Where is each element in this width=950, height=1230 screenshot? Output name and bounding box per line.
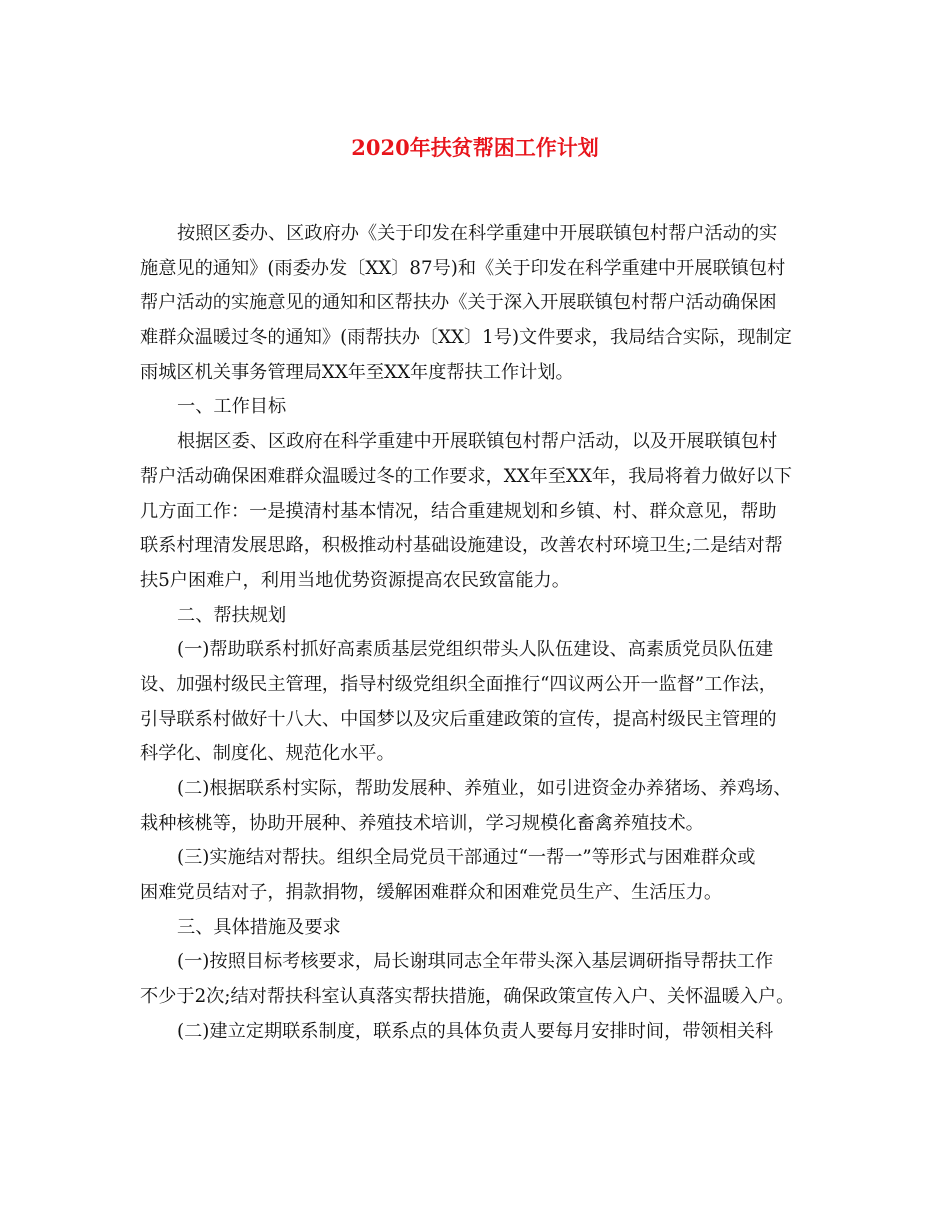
- body-line: (三)实施结对帮扶。组织全局党员干部通过“一帮一”等形式与困难群众或: [177, 847, 756, 869]
- body-line: 雨城区机关事务管理局XX年至XX年度帮扶工作计划。: [140, 361, 574, 383]
- body-line: 帮户活动确保困难群众温暖过冬的工作要求，XX年至XX年，我局将着力做好以下: [140, 465, 792, 487]
- body-line: 栽种核桃等，协助开展种、养殖技术培训，学习规模化畜禽养殖技术。: [140, 812, 704, 834]
- body-line: 三、具体措施及要求: [177, 916, 341, 938]
- body-line: (一)按照目标考核要求，局长谢琪同志全年带头深入基层调研指导帮扶工作: [177, 951, 774, 973]
- document-body: [140, 217, 820, 1050]
- body-line: 不少于2次;结对帮扶科室认真落实帮扶措施，确保政策宣传入户、关怀温暖入户。: [140, 986, 795, 1008]
- body-line: 施意见的通知》(雨委办发〔XX〕87号)和《关于印发在科学重建中开展联镇包村: [140, 257, 786, 279]
- body-line: 扶5户困难户，利用当地优势资源提高农民致富能力。: [140, 569, 570, 591]
- body-line: (二)根据联系村实际，帮助发展种、养殖业，如引进资金办养猪场、养鸡场、: [177, 778, 792, 799]
- body-line: (一)帮助联系村抓好高素质基层党组织带头人队伍建设、高素质党员队伍建: [177, 639, 774, 661]
- body-line: 一、工作目标: [177, 396, 287, 418]
- body-line: 根据区委、区政府在科学重建中开展联镇包村帮户活动，以及开展联镇包村: [177, 431, 778, 453]
- body-line: 联系村理清发展思路，积极推动村基础设施建设，改善农村环境卫生;二是结对帮: [140, 535, 783, 557]
- body-line: 帮户活动的实施意见的通知和区帮扶办《关于深入开展联镇包村帮户活动确保困: [140, 292, 777, 314]
- body-line: 设、加强村级民主管理，指导村级党组织全面推行“四议两公开一监督”工作法，: [140, 673, 777, 695]
- body-line: 困难党员结对子，捐款捐物，缓解困难群众和困难党员生产、生活压力。: [140, 882, 723, 904]
- body-line: 引导联系村做好十八大、中国梦以及灾后重建政策的宣传，提高村级民主管理的: [140, 708, 777, 730]
- document-title: 2020年扶贫帮困工作计划: [351, 135, 599, 160]
- body-line: 按照区委办、区政府办《关于印发在科学重建中开展联镇包村帮户活动的实: [177, 223, 778, 244]
- body-line: (二)建立定期联系制度，联系点的具体负责人要每月安排时间，带领相关科: [177, 1020, 774, 1042]
- body-line: 难群众温暖过冬的通知》(雨帮扶办〔XX〕1号)文件要求，我局结合实际，现制定: [140, 327, 792, 349]
- body-line: 几方面工作：一是摸清村基本情况，结合重建规划和乡镇、村、群众意见，帮助: [140, 500, 777, 522]
- body-line: 科学化、制度化、规范化水平。: [140, 743, 395, 765]
- body-line: 二、帮扶规划: [177, 604, 287, 626]
